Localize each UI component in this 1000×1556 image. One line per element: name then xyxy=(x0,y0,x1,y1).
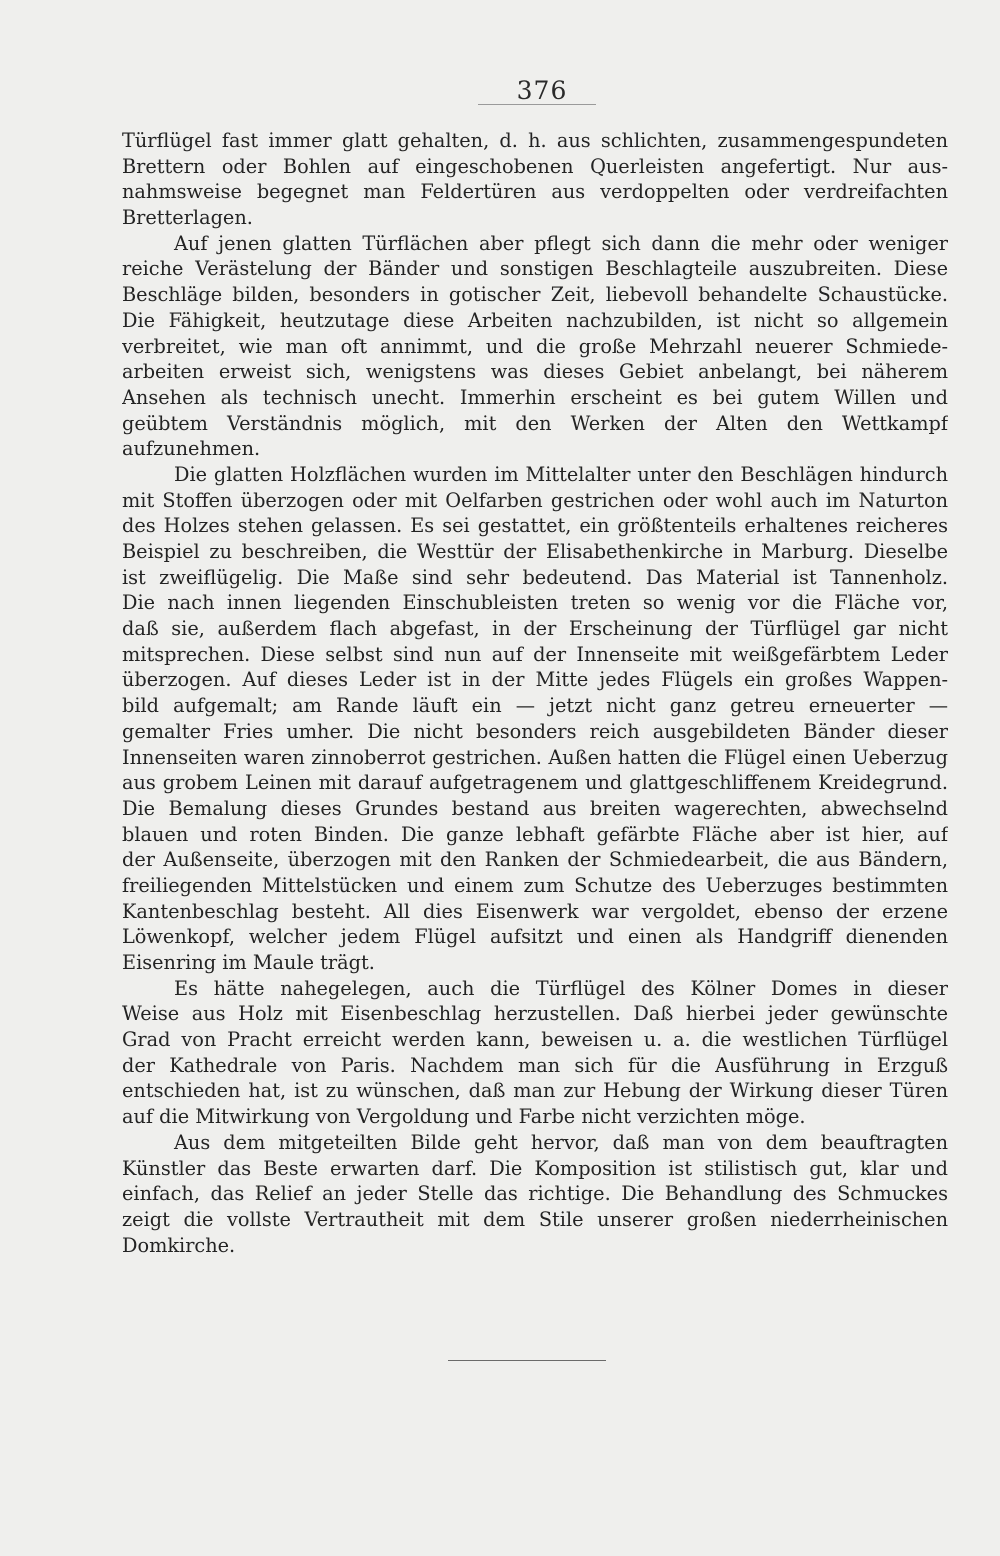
text-line: Aus dem mitgeteilten Bilde geht hervor, daß man von dem beauftragten xyxy=(174,1130,948,1154)
text-line: auf die Mitwirkung von Vergoldung und Farbe nicht verzichten möge. xyxy=(122,1105,806,1129)
text-line: Die Bemalung dieses Grundes bestand aus breiten wagerechten, abwechselnd xyxy=(122,796,948,820)
text-line: Grad von Pracht erreicht werden kann, beweisen u. a. die westlichen Türflügel xyxy=(122,1028,948,1052)
text-line: Löwenkopf, welcher jedem Flügel aufsitzt und einen als Handgriff dienenden xyxy=(122,925,948,949)
text-line: ist zweiflügelig. Die Maße sind sehr bedeutend. Das Material ist Tannenholz. xyxy=(122,565,948,589)
text-line: der Außenseite, überzogen mit den Ranken der Schmiedearbeit, die aus Bändern, xyxy=(122,848,948,872)
text-line: reiche Verästelung der Bänder und sonstigen Beschlagteile auszubreiten. Diese xyxy=(122,257,948,281)
text-line: verbreitet, wie man oft annimmt, und die große Mehrzahl neuerer Schmiede- xyxy=(122,334,948,358)
text-line: einfach, das Relief an jeder Stelle das richtige. Die Behandlung des Schmuckes xyxy=(122,1182,948,1206)
text-line: Kantenbeschlag besteht. All dies Eisenwerk war vergoldet, ebenso der erzene xyxy=(122,899,948,923)
text-line: Türflügel fast immer glatt gehalten, d. h. aus schlichten, zusammengespundeten xyxy=(122,129,948,152)
page-number-rule xyxy=(478,104,596,105)
text-line: Domkirche. xyxy=(122,1233,236,1257)
page-number: 376 xyxy=(516,76,568,105)
text-line: Die glatten Holzflächen wurden im Mittelalter unter den Beschlägen hindurch xyxy=(174,462,948,486)
text-line: mit Stoffen überzogen oder mit Oelfarben gestrichen oder wohl auch im Naturton xyxy=(122,488,948,512)
text-line: gemalter Fries umher. Die nicht besonders reich ausgebildeten Bänder dieser xyxy=(122,719,948,743)
text-line: aufzunehmen. xyxy=(122,437,261,461)
body-text xyxy=(122,128,948,1258)
text-line: Es hätte nahegelegen, auch die Türflügel des Kölner Domes in dieser xyxy=(174,976,948,1000)
text-line: Beschläge bilden, besonders in gotischer Zeit, liebevoll behandelte Schaustücke. xyxy=(122,283,948,307)
text-line: Innenseiten waren zinnoberrot gestrichen. Außen hatten die Flügel einen Ueberzug xyxy=(122,745,948,769)
text-line: geübtem Verständnis möglich, mit den Werken der Alten den Wettkampf xyxy=(122,411,948,435)
text-line: aus grobem Leinen mit darauf aufgetragenem und glattgeschliffenem Kreidegrund. xyxy=(122,771,948,795)
text-line: Auf jenen glatten Türflächen aber pflegt sich dann die mehr oder weniger xyxy=(174,231,948,255)
text-line: Ansehen als technisch unecht. Immerhin erscheint es bei gutem Willen und xyxy=(122,385,948,409)
text-line: freiliegenden Mittelstücken und einem zum Schutze des Ueberzuges bestimmten xyxy=(122,873,948,897)
text-line: nahmsweise begegnet man Feldertüren aus verdoppelten oder verdreifachten xyxy=(122,180,948,204)
text-line: Die Fähigkeit, heutzutage diese Arbeiten nachzubilden, ist nicht so allgemein xyxy=(122,308,948,332)
text-line: arbeiten erweist sich, wenigstens was dieses Gebiet anbelangt, bei näherem xyxy=(122,360,948,384)
text-line: des Holzes stehen gelassen. Es sei gestattet, ein größtenteils erhaltenes reicheres xyxy=(122,514,948,538)
text-line: mitsprechen. Diese selbst sind nun auf der Innenseite mit weißgefärbtem Leder xyxy=(122,642,948,666)
text-line: Die nach innen liegenden Einschubleisten treten so wenig vor die Fläche vor, xyxy=(122,591,948,615)
text-line: zeigt die vollste Vertrautheit mit dem Stile unserer großen niederrheinischen xyxy=(122,1207,948,1231)
text-line: der Kathedrale von Paris. Nachdem man sich für die Ausführung in Erzguß xyxy=(122,1053,948,1077)
text-line: Brettern oder Bohlen auf eingeschobenen Querleisten angefertigt. Nur aus- xyxy=(122,154,948,178)
text-line: bild aufgemalt; am Rande läuft ein — jetzt nicht ganz getreu erneuerter — xyxy=(122,694,948,718)
text-line: Eisenring im Maule trägt. xyxy=(122,951,375,974)
text-line: Weise aus Holz mit Eisenbeschlag herzustellen. Daß hierbei jeder gewünschte xyxy=(122,1002,948,1026)
text-line: daß sie, außerdem flach abgefast, in der Erscheinung der Türflügel gar nicht xyxy=(122,617,948,641)
text-line: Beispiel zu beschreiben, die Westtür der Elisabethenkirche in Marburg. Dieselbe xyxy=(122,540,948,563)
text-line: entschieden hat, ist zu wünschen, daß man zur Hebung der Wirkung dieser Türen xyxy=(122,1079,948,1103)
text-line: Bretterlagen. xyxy=(122,206,253,230)
text-line: blauen und roten Binden. Die ganze lebhaft gefärbte Fläche aber ist hier, auf xyxy=(122,822,948,846)
text-line: überzogen. Auf dieses Leder ist in der Mitte jedes Flügels ein großes Wappen- xyxy=(122,668,948,692)
text-line: Künstler das Beste erwarten darf. Die Komposition ist stilistisch gut, klar und xyxy=(122,1156,948,1180)
section-end-rule xyxy=(448,1360,606,1361)
